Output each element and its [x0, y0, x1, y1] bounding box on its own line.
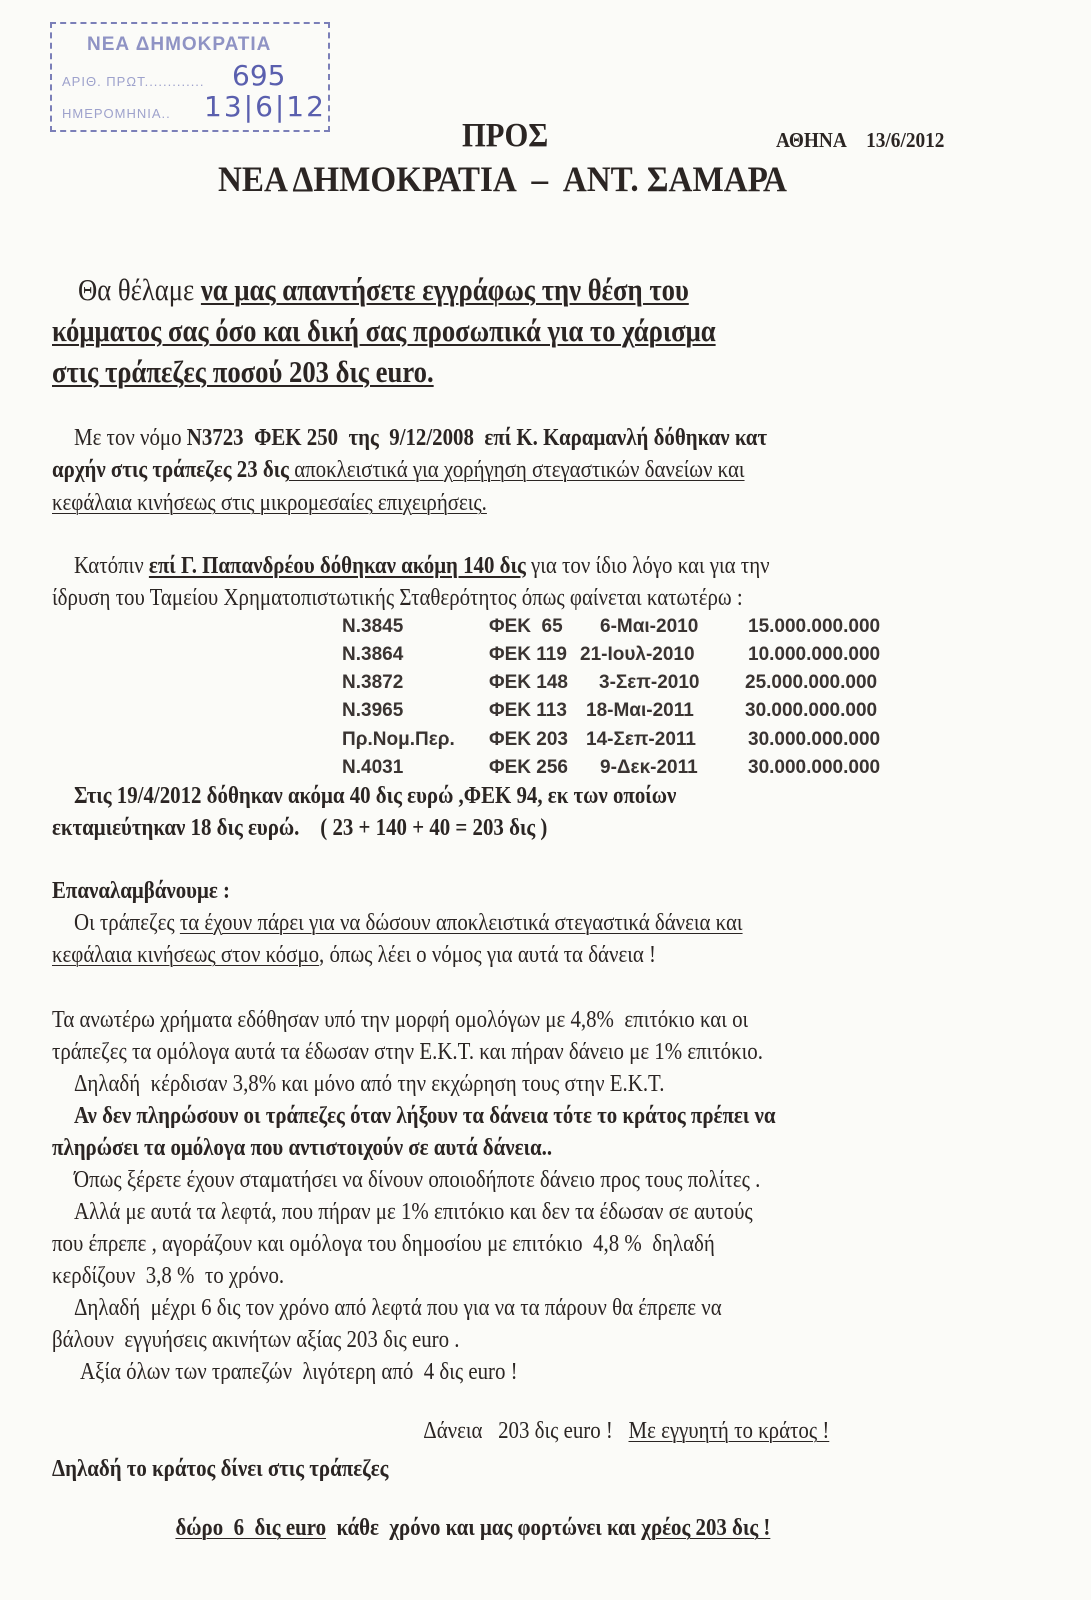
recipient: ΝΕΑ ΔΗΜΟΚΡΑΤΙΑ – ΑΝΤ. ΣΑΜΑΡΑ: [218, 159, 787, 199]
para2-line-2: ίδρυση του Ταμείου Χρηματοπιστωτικής Σταθερότητος όπως φαίνεται κατωτέρω :: [52, 585, 743, 611]
para4-bold-line-1: Αν δεν πληρώσουν οι τράπεζες όταν λήξουν τα δάνεια τότε το κράτος πρέπει να: [74, 1103, 776, 1129]
date-cell: 14-Σεπ-2011: [586, 729, 696, 750]
gift-underlined: δώρο 6 δις euro: [175, 1515, 327, 1541]
fek-cell: ΦΕΚ 148: [489, 672, 568, 693]
law-cell: Ν.3845: [342, 616, 404, 637]
para1-underlined: αποκλειστικά για χορήγηση στεγαστικών δανείων και: [288, 457, 745, 483]
law-cell: Ν.3864: [342, 644, 404, 665]
stamp-title: ΝΕΑ ΔΗΜΟΚΡΑΤΙΑ: [87, 34, 272, 55]
intro-underlined: να μας απαντήσετε εγγράφως την θέση του: [200, 272, 689, 307]
fek-cell: ΦΕΚ 119: [489, 644, 567, 665]
conclusion-line-1: Δηλαδή το κράτος δίνει στις τράπεζες: [52, 1456, 389, 1482]
para1-plain: Με τον νόμο: [74, 425, 187, 451]
date-cell: 3-Σεπ-2010: [599, 672, 700, 693]
para4-bold-line-2: πληρώσει τα ομόλογα που αντιστοιχούν σε αυτά δάνεια..: [52, 1135, 553, 1161]
amount-cell: 25.000.000.000: [745, 672, 878, 693]
intro-plain: Θα θέλαμε: [78, 272, 201, 307]
amount-cell: 30.000.000.000: [745, 700, 878, 721]
law-cell: Ν.3965: [342, 700, 404, 721]
intro-line-1: [78, 272, 689, 308]
para2-bold-underlined: επί Γ. Παπανδρέου δόθηκαν ακόμη 140 δις: [148, 553, 526, 579]
protocol-stamp: [50, 22, 330, 132]
to-label: ΠΡΟΣ: [462, 117, 549, 154]
para4-more-1: Όπως ξέρετε έχουν σταματήσει να δίνουν οποιοδήποτε δάνειο προς τους πολίτες .: [74, 1167, 761, 1193]
para4-more-2: Αλλά με αυτά τα λεφτά, που πήραν με 1% επιτόκιο και δεν τα έδωσαν σε αυτούς: [74, 1199, 753, 1225]
letter-date: 13/6/2012: [866, 128, 945, 152]
para3-line-1: Στις 19/4/2012 δόθηκαν ακόμα 40 δις ευρώ ,ΦΕΚ 94, εκ των οποίων: [74, 783, 677, 809]
intro-line-2: κόμματος σας όσο και δική σας προσωπικά για το χάρισμα: [52, 313, 716, 348]
date-cell: 6-Μαι-2010: [600, 616, 699, 637]
para1-bold-2: αρχήν στις τράπεζες 23 δις: [52, 457, 289, 483]
amount-cell: 30.000.000.000: [748, 757, 881, 778]
repeat-plain: Οι τράπεζες: [74, 910, 180, 936]
repeat-heading: Επαναλαμβάνουμε :: [52, 878, 230, 904]
intro-line-3: στις τράπεζες ποσού 203 δις euro.: [52, 354, 434, 389]
repeat-line-1: [74, 910, 743, 937]
loans-line: [414, 1391, 829, 1445]
para4-line-2: τράπεζες τα ομόλογα αυτά τα έδωσαν στην Ε.Κ.Τ. και πήραν δάνειο με 1% επιτόκιο.: [52, 1039, 763, 1065]
para1-line-1: [74, 425, 767, 452]
para4-more-4: κερδίζουν 3,8 % το χρόνο.: [52, 1263, 285, 1289]
para4-line-3: Δηλαδή κέρδισαν 3,8% και μόνο από την εκχώρηση τους στην Ε.Κ.Τ.: [74, 1071, 665, 1097]
para4-more-7: Αξία όλων των τραπεζών λιγότερη από 4 δις euro !: [80, 1359, 518, 1385]
amount-cell: 10.000.000.000: [748, 644, 881, 665]
law-cell: Πρ.Νομ.Περ.: [342, 729, 455, 750]
para1-line-2: [52, 457, 745, 484]
stamp-date-value: 13|6|12: [204, 90, 326, 123]
conclusion-line-2: [165, 1488, 770, 1542]
amount-cell: 30.000.000.000: [748, 729, 881, 750]
conclusion-mid: κάθε χρόνο και μας φορτώνει και: [326, 1515, 642, 1541]
debt-underlined: χρέος 203 δις !: [641, 1515, 771, 1541]
date-cell: 18-Μαι-2011: [586, 700, 694, 721]
loans-plain: Δάνεια 203 δις euro !: [423, 1418, 613, 1444]
fek-cell: ΦΕΚ 203: [489, 729, 568, 750]
law-cell: Ν.4031: [342, 757, 404, 778]
repeat-underlined-2: κεφάλαια κινήσεως στον κόσμο: [52, 942, 320, 968]
stamp-protocol-number: 695: [232, 59, 286, 92]
date-cell: 21-Ιουλ-2010: [580, 644, 695, 665]
date-cell: 9-Δεκ-2011: [600, 757, 698, 778]
stamp-date-label: ΗΜΕΡΟΜΗΝΙΑ..: [62, 106, 171, 121]
repeat-tail: , όπως λέει ο νόμος για αυτά τα δάνεια !: [319, 942, 656, 968]
para3-line-2: εκταμιεύτηκαν 18 δις ευρώ. ( 23 + 140 + 40 = 203 δις ): [52, 815, 548, 841]
law-cell: Ν.3872: [342, 672, 404, 693]
city: ΑΘΗΝΑ: [776, 128, 847, 152]
para2-line-1: [74, 553, 770, 580]
para1-bold: Ν3723 ΦΕΚ 250 της 9/12/2008 επί Κ. Καραμανλή δόθηκαν κατ: [186, 425, 768, 451]
place-date: [776, 128, 944, 153]
repeat-underlined: τα έχουν πάρει για να δώσουν αποκλειστικά στεγαστικά δάνεια και: [179, 910, 743, 936]
para4-line-1: Τα ανωτέρω χρήματα εδόθησαν υπό την μορφή ομολόγων με 4,8% επιτόκιο και οι: [52, 1007, 749, 1033]
para4-more-6: βάλουν εγγυήσεις ακινήτων αξίας 203 δις euro .: [52, 1327, 460, 1353]
fek-cell: ΦΕΚ 256: [489, 757, 568, 778]
stamp-protocol-label: ΑΡΙΘ. ΠΡΩΤ.............: [62, 74, 205, 89]
repeat-line-2: [52, 942, 656, 969]
para4-more-3: που έπρεπε , αγοράζουν και ομόλογα του δημοσίου με επιτόκιο 4,8 % δηλαδή: [52, 1231, 715, 1257]
fek-cell: ΦΕΚ 113: [489, 700, 567, 721]
para2-plain: Κατόπιν: [74, 553, 149, 579]
para1-line-3: κεφάλαια κινήσεως στις μικρομεσαίες επιχειρήσεις.: [52, 490, 487, 516]
fek-cell: ΦΕΚ 65: [489, 616, 563, 637]
amount-cell: 15.000.000.000: [748, 616, 881, 637]
loans-underlined: Με εγγυητή το κράτος !: [628, 1418, 830, 1444]
para2-tail: για τον ίδιο λόγο και για την: [525, 553, 770, 579]
para4-more-5: Δηλαδή μέχρι 6 δις τον χρόνο από λεφτά που για να τα πάρουν θα έπρεπε να: [74, 1295, 722, 1321]
